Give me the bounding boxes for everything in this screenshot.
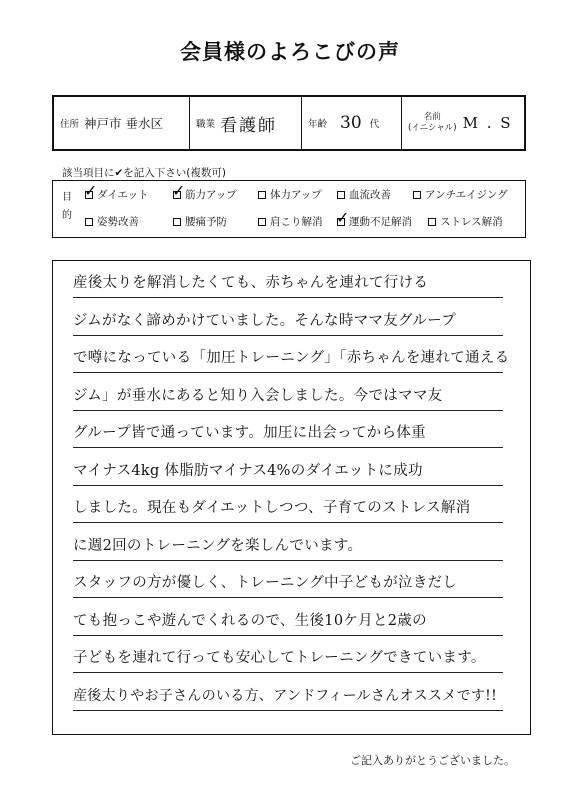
comment-line: 子どもを連れて行っても安心してトレーニングできています。 [73,644,503,673]
purpose-checklist [52,180,526,238]
checkbox[interactable] [172,180,186,200]
comment-box [52,260,531,735]
checkbox[interactable] [85,218,93,226]
job-value: 看護師 [220,115,278,136]
comment-line: ても抱っこや遊んでくれるので、生後10ケ月と2歳の [73,607,503,636]
name-sub-label: (イニシャル) [408,123,457,133]
comment-line: しました。現在もダイエットしつつ、子育てのストレス解消 [73,494,503,523]
checkbox[interactable] [413,191,421,199]
age-cell [302,97,402,149]
checklist-option-label: 体力アップ [270,189,322,201]
address-label: 住所 [60,119,80,130]
comment-line: で噂になっている「加圧トレーニング」「赤ちゃんを連れて通える [73,344,503,373]
checklist-option[interactable] [337,187,391,202]
checklist-option[interactable] [336,207,412,229]
job-label: 職業 [196,119,216,130]
checklist-option-label: アンチエイジング [425,189,508,201]
checkbox[interactable] [258,191,266,199]
comment-line: 産後太りを解消したくても、赤ちゃんを連れて行ける [73,269,503,298]
age-value: 30 [340,113,362,133]
checklist-option-label: 運動不足解消 [349,216,412,228]
footer-thanks: ご記入ありがとうございました。 [350,754,515,767]
checklist-option[interactable] [258,187,322,202]
checklist-option[interactable] [85,214,139,229]
job-cell [190,97,302,149]
checklist-option-label: 姿勢改善 [97,216,139,228]
comment-line: ジムがなく諦めかけていました。そんな時ママ友グループ [73,307,503,336]
name-cell [402,97,524,149]
comment-line: グループ皆で通っています。加圧に出会ってから体重 [73,419,503,448]
checkbox[interactable] [173,218,181,226]
comment-line: ジム」が垂水にあると知り入会しました。今ではママ友 [73,382,503,411]
checkbox[interactable] [258,218,266,226]
name-label-group [408,112,457,134]
checklist-option[interactable] [173,214,227,229]
name-label: 名前 [423,112,441,122]
checklist-option[interactable] [84,180,149,202]
comment-line: スタッフの方が優しく、トレーニング中子どもが泣きだし [73,569,503,598]
checklist-option[interactable] [172,180,237,202]
checkbox[interactable] [336,207,350,227]
comment-line: に週2回のトレーニングを楽しんでいます。 [73,532,503,561]
age-label: 年齢 [308,119,328,130]
age-unit: 代 [369,119,380,130]
page-title: 会員様のよろこびの声 [180,40,400,64]
checkbox[interactable] [428,218,436,226]
check-mark-icon: ✓ [336,207,350,227]
checklist-option-label: ストレス解消 [440,216,503,228]
purpose-label: 目的 [62,192,72,221]
comment-line: 産後太りやお子さんのいる方、アンドフィールさんオススメです!! [73,682,503,711]
checkbox[interactable] [337,191,345,199]
name-value: M . S [462,114,513,132]
checklist-option-label: 血流改善 [349,189,391,201]
checklist-option[interactable] [428,214,503,229]
checklist-option-label: ダイエット [97,189,149,201]
checklist-option-label: 筋力アップ [185,189,237,201]
comment-line: マイナス4kg 体脂肪マイナス4%のダイエットに成功 [73,457,503,486]
checklist-instruction: 該当項目に✔を記入下さい(複数可) [62,167,226,179]
checklist-option[interactable] [413,187,508,202]
checklist-option-label: 腰痛予防 [185,216,227,228]
checkbox[interactable] [84,180,98,200]
address-cell [54,97,190,149]
checklist-option[interactable] [258,214,323,229]
check-mark-icon: ✓ [84,180,98,200]
check-mark-icon: ✓ [172,180,186,200]
address-value: 神戸市 垂水区 [84,116,163,131]
checklist-option-label: 肩こり解消 [270,216,323,228]
profile-info-table [52,95,526,151]
